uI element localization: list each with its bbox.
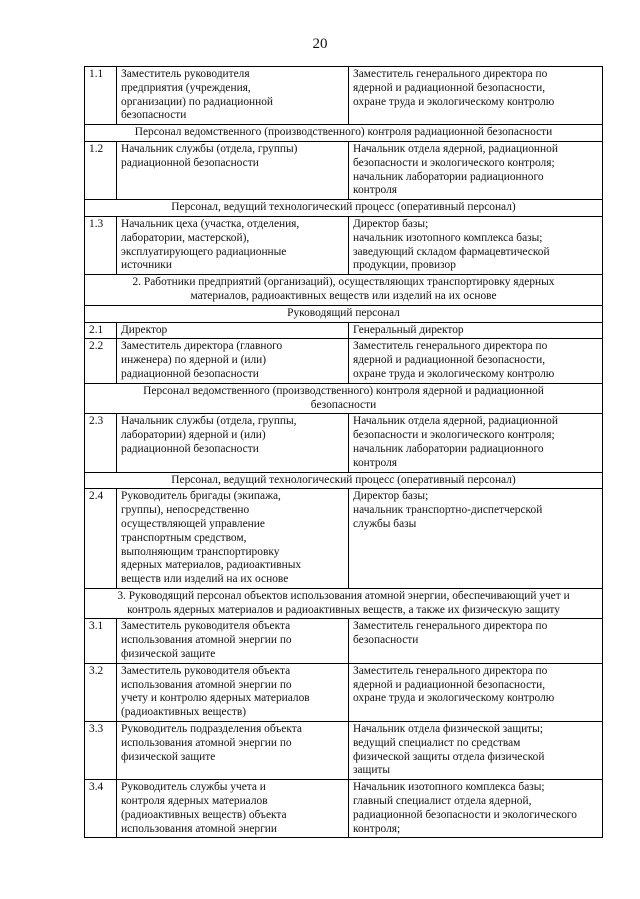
table-row — [85, 322, 603, 339]
position-cell — [117, 67, 349, 125]
text-line: безопасности — [310, 398, 377, 411]
text-line: физической защиты отдела физической — [353, 750, 545, 763]
text-line: контроля — [353, 184, 398, 197]
personnel-table-body — [85, 67, 603, 838]
section-title — [85, 125, 603, 142]
text-line: Генеральный директор — [353, 323, 464, 336]
item-number: 2.2 — [85, 339, 117, 383]
section-header-row — [85, 305, 603, 322]
text-line: радиационной безопасности — [121, 156, 259, 169]
text-line: контроль ядерных материалов и радиоактивных веществ, а также их физическую защиту — [127, 603, 560, 616]
section-header-row — [85, 472, 603, 489]
text-line: начальник лаборатории радиационного — [353, 170, 544, 183]
text-line: начальник транспортно-диспетчерской — [353, 504, 543, 517]
section-header-row — [85, 383, 603, 414]
text-line: Руководитель подразделения объекта — [121, 723, 302, 736]
text-line: веществ или изделий на их основе — [121, 573, 289, 586]
text-line: учету и контролю ядерных материалов — [121, 692, 310, 705]
text-line: Директор — [121, 323, 168, 336]
item-number: 1.1 — [85, 67, 117, 125]
text-line: Персонал, ведущий технологический процесс (оперативный персонал) — [171, 473, 516, 486]
section-header-row — [85, 125, 603, 142]
head-position-cell — [349, 663, 603, 721]
position-cell — [117, 663, 349, 721]
section-title — [85, 305, 603, 322]
text-line: радиационной безопасности и экологического — [353, 808, 577, 821]
text-line: группы), непосредственно — [121, 504, 250, 517]
text-line: Директор базы; — [353, 490, 429, 503]
text-line: Персонал, ведущий технологический процесс (оперативный персонал) — [171, 201, 516, 214]
text-line: Заместитель директора (главного — [121, 340, 283, 353]
text-line: Заместитель руководителя объекта — [121, 664, 291, 677]
head-position-cell — [349, 722, 603, 780]
text-line: использования атомной энергии по — [121, 634, 292, 647]
item-number: 2.1 — [85, 322, 117, 339]
table-row — [85, 780, 603, 838]
text-line: Начальник службы (отдела, группы, — [121, 415, 297, 428]
text-line: лаборатории) ядерной и (или) — [121, 429, 266, 442]
table-row — [85, 414, 603, 472]
table-row — [85, 67, 603, 125]
text-line: продукции, провизор — [353, 259, 456, 272]
section-header-row — [85, 200, 603, 217]
text-line: контроля; — [353, 822, 401, 835]
text-line: ядерной и радиационной безопасности, — [353, 354, 546, 367]
head-position-cell — [349, 216, 603, 274]
text-line: охране труда и экологическому контролю — [353, 692, 555, 705]
text-line: Заместитель генерального директора по — [353, 68, 548, 80]
position-cell — [117, 489, 349, 589]
text-line: заведующий складом фармацевтической — [353, 245, 550, 258]
text-line: источники — [121, 259, 172, 272]
text-line: контроля ядерных материалов — [121, 795, 268, 808]
item-number: 3.2 — [85, 663, 117, 721]
table-row — [85, 722, 603, 780]
text-line: использования атомной энергии — [121, 822, 277, 835]
text-line: Начальник отдела ядерной, радиационной — [353, 142, 558, 155]
table-row — [85, 619, 603, 663]
text-line: Начальник цеха (участка, отделения, — [121, 217, 300, 230]
text-line: эксплуатирующего радиационные — [121, 245, 287, 258]
section-header-row — [85, 275, 603, 306]
head-position-cell — [349, 339, 603, 383]
text-line: (радиоактивных веществ) объекта — [121, 808, 287, 821]
section-header-row — [85, 588, 603, 619]
section-title — [85, 383, 603, 414]
text-line: начальник лаборатории радиационного — [353, 442, 544, 455]
head-position-cell — [349, 414, 603, 472]
table-row — [85, 141, 603, 199]
text-line: 3. Руководящий персонал объектов использования атомной энергии, обеспечивающий учет и — [117, 589, 570, 602]
item-number: 2.4 — [85, 489, 117, 589]
position-cell — [117, 619, 349, 663]
section-title — [85, 200, 603, 217]
head-position-cell — [349, 489, 603, 589]
position-cell — [117, 414, 349, 472]
text-line: Начальник изотопного комплекса базы; — [353, 781, 545, 794]
text-line: охране труда и экологическому контролю — [353, 367, 555, 380]
section-title — [85, 588, 603, 619]
text-line: безопасности — [121, 109, 187, 122]
position-cell — [117, 216, 349, 274]
text-line: службы базы — [353, 517, 417, 530]
text-line: Начальник службы (отдела, группы) — [121, 142, 298, 155]
text-line: выполняющим транспортировку — [121, 545, 280, 558]
text-line: лаборатории, мастерской), — [121, 231, 250, 244]
position-cell — [117, 780, 349, 838]
section-title — [85, 472, 603, 489]
text-line: Персонал ведомственного (производственного) контроля радиационной безопасности — [134, 126, 553, 139]
text-line: контроля — [353, 456, 398, 469]
position-cell — [117, 141, 349, 199]
text-line: ядерных материалов, радиоактивных — [121, 559, 302, 572]
text-line: ведущий специалист по средствам — [353, 736, 521, 749]
item-number: 1.2 — [85, 141, 117, 199]
text-line: Заместитель генерального директора по — [353, 340, 548, 353]
text-line: главный специалист отдела ядерной, — [353, 795, 532, 808]
table-row — [85, 489, 603, 589]
text-line: безопасности и экологического контроля; — [353, 429, 555, 442]
text-line: защиты — [353, 764, 391, 777]
text-line: использования атомной энергии по — [121, 736, 292, 749]
text-line: Руководитель бригады (экипажа, — [121, 490, 281, 503]
text-line: начальник изотопного комплекса базы; — [353, 231, 543, 244]
section-title — [85, 275, 603, 306]
text-line: осуществляющей управление — [121, 517, 265, 530]
text-line: радиационной безопасности — [121, 367, 259, 380]
text-line: физической защите — [121, 750, 216, 763]
item-number: 3.3 — [85, 722, 117, 780]
text-line: безопасности — [353, 634, 419, 647]
head-position-cell — [349, 322, 603, 339]
text-line: охране труда и экологическому контролю — [353, 95, 555, 108]
text-line: транспортным средством, — [121, 531, 247, 544]
text-line: Руководящий персонал — [287, 306, 400, 319]
item-number: 2.3 — [85, 414, 117, 472]
text-line: Персонал ведомственного (производственного) контроля ядерной и радиационной — [143, 384, 544, 397]
text-line: радиационной безопасности — [121, 442, 259, 455]
text-line: Руководитель службы учета и — [121, 781, 266, 794]
item-number: 3.4 — [85, 780, 117, 838]
page-number: 20 — [312, 36, 328, 52]
text-line: безопасности и экологического контроля; — [353, 156, 555, 169]
table-row — [85, 339, 603, 383]
position-cell — [117, 722, 349, 780]
table-row — [85, 216, 603, 274]
text-line: Заместитель генерального директора по — [353, 620, 548, 633]
text-line: Заместитель руководителя — [121, 68, 250, 80]
position-cell — [117, 339, 349, 383]
item-number: 1.3 — [85, 216, 117, 274]
head-position-cell — [349, 780, 603, 838]
text-line: Начальник отдела ядерной, радиационной — [353, 415, 558, 428]
text-line: организации) по радиационной — [121, 95, 273, 108]
table-row — [85, 663, 603, 721]
head-position-cell — [349, 141, 603, 199]
text-line: ядерной и радиационной безопасности, — [353, 678, 546, 691]
personnel-table — [84, 66, 603, 838]
item-number: 3.1 — [85, 619, 117, 663]
text-line: инженера) по ядерной и (или) — [121, 354, 267, 367]
text-line: 2. Работники предприятий (организаций), осуществляющих транспортировку ядерных — [132, 276, 555, 289]
text-line: Начальник отдела физической защиты; — [353, 723, 543, 736]
head-position-cell — [349, 619, 603, 663]
text-line: материалов, радиоактивных веществ или изделий на их основе — [190, 289, 497, 302]
text-line: Заместитель руководителя объекта — [121, 620, 291, 633]
text-line: Заместитель генерального директора по — [353, 664, 548, 677]
text-line: использования атомной энергии по — [121, 678, 292, 691]
text-line: предприятия (учреждения, — [121, 81, 251, 94]
head-position-cell — [349, 67, 603, 125]
text-line: физической защите — [121, 648, 216, 661]
position-cell — [117, 322, 349, 339]
text-line: ядерной и радиационной безопасности, — [353, 81, 546, 94]
text-line: Директор базы; — [353, 217, 429, 230]
text-line: (радиоактивных веществ) — [121, 706, 246, 719]
